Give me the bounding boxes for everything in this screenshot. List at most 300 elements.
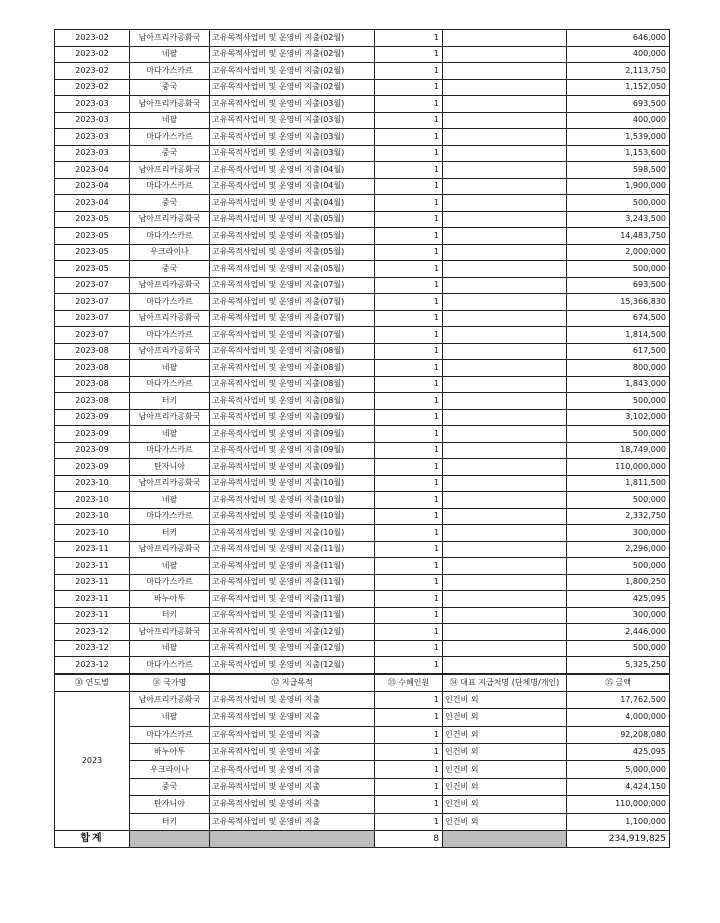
table-row <box>55 360 670 377</box>
table-row <box>55 294 670 311</box>
amount-cell: 400,000 <box>567 112 670 129</box>
amount-cell: 300,000 <box>567 525 670 542</box>
period-cell: 2023-09 <box>55 426 130 443</box>
table-row <box>55 277 670 294</box>
payee-cell <box>443 657 567 674</box>
payee-cell <box>443 360 567 377</box>
period-cell: 2023-07 <box>55 277 130 294</box>
header-country: ㉛ 국가명 <box>130 674 210 691</box>
table-row <box>55 79 670 96</box>
purpose-cell: 고유목적사업비 및 운영비 지출(08월) <box>210 393 375 410</box>
count-cell: 1 <box>375 657 443 674</box>
purpose-cell: 고유목적사업비 및 운영비 지출(08월) <box>210 376 375 393</box>
period-cell: 2023-02 <box>55 30 130 47</box>
count-cell: 1 <box>375 691 443 708</box>
purpose-cell: 고유목적사업비 및 운영비 지출(11월) <box>210 574 375 591</box>
payee-cell: 인건비 외 <box>443 813 567 830</box>
purpose-cell: 고유목적사업비 및 운영비 지출(12월) <box>210 624 375 641</box>
country-cell: 네팔 <box>130 640 210 657</box>
payee-cell <box>443 376 567 393</box>
count-cell: 1 <box>375 393 443 410</box>
table-row <box>55 96 670 113</box>
amount-cell: 400,000 <box>567 46 670 63</box>
payee-cell <box>443 294 567 311</box>
payee-cell <box>443 558 567 575</box>
total-filler <box>130 831 210 848</box>
amount-cell: 17,762,500 <box>567 691 670 708</box>
purpose-cell: 고유목적사업비 및 운영비 지출(07월) <box>210 327 375 344</box>
payee-cell <box>443 178 567 195</box>
payee-cell <box>443 327 567 344</box>
table-row <box>55 63 670 80</box>
country-cell: 마다가스카르 <box>130 442 210 459</box>
country-cell: 남아프리카공화국 <box>130 541 210 558</box>
period-cell: 2023-04 <box>55 195 130 212</box>
purpose-cell: 고유목적사업비 및 운영비 지출 <box>210 709 375 726</box>
period-cell: 2023-05 <box>55 244 130 261</box>
count-cell: 1 <box>375 79 443 96</box>
amount-cell: 425,095 <box>567 744 670 761</box>
period-cell: 2023-03 <box>55 145 130 162</box>
country-cell: 마다가스카르 <box>130 294 210 311</box>
payee-cell <box>443 442 567 459</box>
country-cell: 네팔 <box>130 426 210 443</box>
table-row <box>55 475 670 492</box>
country-cell: 중국 <box>130 195 210 212</box>
count-cell: 1 <box>375 525 443 542</box>
table-row <box>55 657 670 674</box>
country-cell: 남아프리카공화국 <box>130 624 210 641</box>
table-row <box>55 541 670 558</box>
amount-cell: 800,000 <box>567 360 670 377</box>
period-cell: 2023-05 <box>55 228 130 245</box>
purpose-cell: 고유목적사업비 및 운영비 지출(02월) <box>210 46 375 63</box>
table-row <box>55 761 670 778</box>
amount-cell: 1,539,000 <box>567 129 670 146</box>
count-cell: 1 <box>375 813 443 830</box>
count-cell: 1 <box>375 145 443 162</box>
payee-cell: 인건비 외 <box>443 709 567 726</box>
purpose-cell: 고유목적사업비 및 운영비 지출(09월) <box>210 459 375 476</box>
payee-cell <box>443 492 567 509</box>
purpose-cell: 고유목적사업비 및 운영비 지출(11월) <box>210 541 375 558</box>
count-cell: 1 <box>375 46 443 63</box>
period-cell: 2023-04 <box>55 162 130 179</box>
period-cell: 2023-10 <box>55 475 130 492</box>
total-filler <box>210 831 375 848</box>
country-cell: 마다가스카르 <box>130 63 210 80</box>
table-row <box>55 112 670 129</box>
payee-cell <box>443 195 567 212</box>
payee-cell <box>443 129 567 146</box>
payee-cell <box>443 96 567 113</box>
amount-cell: 5,325,250 <box>567 657 670 674</box>
purpose-cell: 고유목적사업비 및 운영비 지출(03월) <box>210 145 375 162</box>
payee-cell <box>443 228 567 245</box>
purpose-cell: 고유목적사업비 및 운영비 지출(04월) <box>210 195 375 212</box>
table-row <box>55 228 670 245</box>
amount-cell: 4,424,150 <box>567 778 670 795</box>
amount-cell: 2,446,000 <box>567 624 670 641</box>
purpose-cell: 고유목적사업비 및 운영비 지출 <box>210 691 375 708</box>
country-cell: 마다가스카르 <box>130 228 210 245</box>
amount-cell: 15,366,830 <box>567 294 670 311</box>
purpose-cell: 고유목적사업비 및 운영비 지출(10월) <box>210 475 375 492</box>
payee-cell <box>443 63 567 80</box>
amount-cell: 646,000 <box>567 30 670 47</box>
purpose-cell: 고유목적사업비 및 운영비 지출(10월) <box>210 508 375 525</box>
payee-cell <box>443 591 567 608</box>
count-cell: 1 <box>375 709 443 726</box>
table-row <box>55 129 670 146</box>
count-cell: 1 <box>375 409 443 426</box>
purpose-cell: 고유목적사업비 및 운영비 지출 <box>210 761 375 778</box>
payee-cell <box>443 261 567 278</box>
country-cell: 남아프리카공화국 <box>130 691 210 708</box>
count-cell: 1 <box>375 541 443 558</box>
amount-cell: 425,095 <box>567 591 670 608</box>
country-cell: 터키 <box>130 525 210 542</box>
payee-cell <box>443 525 567 542</box>
count-cell: 1 <box>375 574 443 591</box>
amount-cell: 14,483,750 <box>567 228 670 245</box>
country-cell: 마다가스카르 <box>130 657 210 674</box>
country-cell: 마다가스카르 <box>130 574 210 591</box>
purpose-cell: 고유목적사업비 및 운영비 지출(09월) <box>210 426 375 443</box>
payee-cell: 인건비 외 <box>443 796 567 813</box>
amount-cell: 4,000,000 <box>567 709 670 726</box>
header-amount: ㉟ 금액 <box>567 674 670 691</box>
year-cell: 2023 <box>55 691 130 830</box>
amount-cell: 500,000 <box>567 558 670 575</box>
period-cell: 2023-07 <box>55 294 130 311</box>
total-row <box>55 831 670 848</box>
amount-cell: 2,332,750 <box>567 508 670 525</box>
table-row <box>55 813 670 830</box>
country-cell: 네팔 <box>130 492 210 509</box>
country-cell: 남아프리카공화국 <box>130 30 210 47</box>
count-cell: 1 <box>375 442 443 459</box>
payee-cell <box>443 145 567 162</box>
country-cell: 마다가스카르 <box>130 178 210 195</box>
amount-cell: 3,102,000 <box>567 409 670 426</box>
amount-cell: 1,800,250 <box>567 574 670 591</box>
amount-cell: 693,500 <box>567 96 670 113</box>
country-cell: 네팔 <box>130 46 210 63</box>
amount-cell: 18,749,000 <box>567 442 670 459</box>
period-cell: 2023-11 <box>55 558 130 575</box>
period-cell: 2023-03 <box>55 112 130 129</box>
count-cell: 1 <box>375 426 443 443</box>
purpose-cell: 고유목적사업비 및 운영비 지출(03월) <box>210 96 375 113</box>
total-count: 8 <box>375 831 443 848</box>
table-row <box>55 624 670 641</box>
payee-cell <box>443 112 567 129</box>
count-cell: 1 <box>375 640 443 657</box>
count-cell: 1 <box>375 761 443 778</box>
count-cell: 1 <box>375 261 443 278</box>
amount-cell: 2,296,000 <box>567 541 670 558</box>
period-cell: 2023-07 <box>55 327 130 344</box>
country-cell: 터키 <box>130 813 210 830</box>
amount-cell: 1,900,000 <box>567 178 670 195</box>
table-row <box>55 327 670 344</box>
payee-cell: 인건비 외 <box>443 691 567 708</box>
country-cell: 마다가스카르 <box>130 129 210 146</box>
table-row <box>55 178 670 195</box>
count-cell: 1 <box>375 96 443 113</box>
table-row <box>55 162 670 179</box>
period-cell: 2023-03 <box>55 129 130 146</box>
annual-table-body <box>55 691 670 830</box>
purpose-cell: 고유목적사업비 및 운영비 지출(11월) <box>210 607 375 624</box>
table-row <box>55 442 670 459</box>
count-cell: 1 <box>375 178 443 195</box>
purpose-cell: 고유목적사업비 및 운영비 지출(07월) <box>210 294 375 311</box>
table-row <box>55 796 670 813</box>
payee-cell <box>443 393 567 410</box>
period-cell: 2023-08 <box>55 343 130 360</box>
amount-cell: 92,208,080 <box>567 726 670 743</box>
header-year: ㉚ 연도별 <box>55 674 130 691</box>
amount-cell: 1,814,500 <box>567 327 670 344</box>
table-row <box>55 211 670 228</box>
country-cell: 바누아투 <box>130 744 210 761</box>
period-cell: 2023-08 <box>55 376 130 393</box>
period-cell: 2023-09 <box>55 409 130 426</box>
period-cell: 2023-02 <box>55 79 130 96</box>
total-filler <box>443 831 567 848</box>
table-row <box>55 376 670 393</box>
country-cell: 중국 <box>130 145 210 162</box>
country-cell: 중국 <box>130 778 210 795</box>
payee-cell <box>443 277 567 294</box>
amount-cell: 674,500 <box>567 310 670 327</box>
count-cell: 1 <box>375 475 443 492</box>
period-cell: 2023-11 <box>55 591 130 608</box>
table-row <box>55 640 670 657</box>
count-cell: 1 <box>375 796 443 813</box>
count-cell: 1 <box>375 244 443 261</box>
count-cell: 1 <box>375 607 443 624</box>
total-label: 합계 <box>55 831 130 848</box>
country-cell: 마다가스카르 <box>130 327 210 344</box>
purpose-cell: 고유목적사업비 및 운영비 지출 <box>210 778 375 795</box>
table-row <box>55 145 670 162</box>
period-cell: 2023-09 <box>55 459 130 476</box>
amount-cell: 500,000 <box>567 393 670 410</box>
count-cell: 1 <box>375 591 443 608</box>
purpose-cell: 고유목적사업비 및 운영비 지출(08월) <box>210 343 375 360</box>
purpose-cell: 고유목적사업비 및 운영비 지출(11월) <box>210 591 375 608</box>
payee-cell <box>443 244 567 261</box>
count-cell: 1 <box>375 327 443 344</box>
table-row <box>55 195 670 212</box>
period-cell: 2023-08 <box>55 393 130 410</box>
monthly-expenditure-table <box>54 29 670 674</box>
purpose-cell: 고유목적사업비 및 운영비 지출(07월) <box>210 310 375 327</box>
amount-cell: 1,153,600 <box>567 145 670 162</box>
country-cell: 마다가스카르 <box>130 376 210 393</box>
table-row <box>55 508 670 525</box>
payee-cell <box>443 475 567 492</box>
annual-summary-table <box>54 674 670 849</box>
payee-cell: 인건비 외 <box>443 778 567 795</box>
table-row <box>55 607 670 624</box>
count-cell: 1 <box>375 294 443 311</box>
table-row <box>55 409 670 426</box>
country-cell: 터키 <box>130 607 210 624</box>
amount-cell: 500,000 <box>567 426 670 443</box>
count-cell: 1 <box>375 726 443 743</box>
count-cell: 1 <box>375 162 443 179</box>
country-cell: 네팔 <box>130 360 210 377</box>
table-row <box>55 574 670 591</box>
amount-cell: 2,113,750 <box>567 63 670 80</box>
purpose-cell: 고유목적사업비 및 운영비 지출(10월) <box>210 492 375 509</box>
payee-cell: 인건비 외 <box>443 744 567 761</box>
count-cell: 1 <box>375 492 443 509</box>
payee-cell <box>443 640 567 657</box>
purpose-cell: 고유목적사업비 및 운영비 지출(11월) <box>210 558 375 575</box>
period-cell: 2023-11 <box>55 607 130 624</box>
payee-cell <box>443 541 567 558</box>
count-cell: 1 <box>375 211 443 228</box>
country-cell: 중국 <box>130 261 210 278</box>
header-count: ㉝ 수혜인원 <box>375 674 443 691</box>
table-row <box>55 591 670 608</box>
table-row <box>55 778 670 795</box>
amount-cell: 5,000,000 <box>567 761 670 778</box>
period-cell: 2023-10 <box>55 508 130 525</box>
amount-cell: 617,500 <box>567 343 670 360</box>
table-row <box>55 244 670 261</box>
period-cell: 2023-08 <box>55 360 130 377</box>
country-cell: 네팔 <box>130 709 210 726</box>
table-row <box>55 261 670 278</box>
purpose-cell: 고유목적사업비 및 운영비 지출(03월) <box>210 112 375 129</box>
payee-cell <box>443 508 567 525</box>
count-cell: 1 <box>375 508 443 525</box>
count-cell: 1 <box>375 343 443 360</box>
table-row <box>55 691 670 708</box>
period-cell: 2023-11 <box>55 574 130 591</box>
purpose-cell: 고유목적사업비 및 운영비 지출(05월) <box>210 211 375 228</box>
table-row <box>55 709 670 726</box>
table-row <box>55 426 670 443</box>
country-cell: 네팔 <box>130 112 210 129</box>
period-cell: 2023-04 <box>55 178 130 195</box>
amount-cell: 110,000,000 <box>567 796 670 813</box>
payee-cell <box>443 409 567 426</box>
period-cell: 2023-12 <box>55 640 130 657</box>
header-row <box>55 674 670 691</box>
payee-cell <box>443 162 567 179</box>
payee-cell <box>443 79 567 96</box>
country-cell: 남아프리카공화국 <box>130 211 210 228</box>
amount-cell: 2,000,000 <box>567 244 670 261</box>
period-cell: 2023-05 <box>55 211 130 228</box>
payee-cell: 인건비 외 <box>443 761 567 778</box>
purpose-cell: 고유목적사업비 및 운영비 지출 <box>210 796 375 813</box>
table-row <box>55 525 670 542</box>
count-cell: 1 <box>375 310 443 327</box>
country-cell: 남아프리카공화국 <box>130 343 210 360</box>
period-cell: 2023-05 <box>55 261 130 278</box>
purpose-cell: 고유목적사업비 및 운영비 지출(05월) <box>210 261 375 278</box>
period-cell: 2023-03 <box>55 96 130 113</box>
period-cell: 2023-09 <box>55 442 130 459</box>
purpose-cell: 고유목적사업비 및 운영비 지출(04월) <box>210 162 375 179</box>
amount-cell: 598,500 <box>567 162 670 179</box>
payee-cell <box>443 426 567 443</box>
period-cell: 2023-10 <box>55 525 130 542</box>
amount-cell: 300,000 <box>567 607 670 624</box>
period-cell: 2023-02 <box>55 63 130 80</box>
table-row <box>55 726 670 743</box>
table-row <box>55 459 670 476</box>
country-cell: 남아프리카공화국 <box>130 475 210 492</box>
total-amount: 234,919,825 <box>567 831 670 848</box>
country-cell: 남아프리카공화국 <box>130 277 210 294</box>
country-cell: 남아프리카공화국 <box>130 96 210 113</box>
purpose-cell: 고유목적사업비 및 운영비 지출(12월) <box>210 657 375 674</box>
purpose-cell: 고유목적사업비 및 운영비 지출(02월) <box>210 63 375 80</box>
purpose-cell: 고유목적사업비 및 운영비 지출 <box>210 744 375 761</box>
purpose-cell: 고유목적사업비 및 운영비 지출(08월) <box>210 360 375 377</box>
purpose-cell: 고유목적사업비 및 운영비 지출(10월) <box>210 525 375 542</box>
period-cell: 2023-12 <box>55 624 130 641</box>
purpose-cell: 고유목적사업비 및 운영비 지출(02월) <box>210 30 375 47</box>
payee-cell <box>443 46 567 63</box>
amount-cell: 110,000,000 <box>567 459 670 476</box>
amount-cell: 500,000 <box>567 261 670 278</box>
count-cell: 1 <box>375 558 443 575</box>
country-cell: 중국 <box>130 79 210 96</box>
count-cell: 1 <box>375 778 443 795</box>
amount-cell: 1,811,500 <box>567 475 670 492</box>
count-cell: 1 <box>375 624 443 641</box>
count-cell: 1 <box>375 129 443 146</box>
table-row <box>55 343 670 360</box>
header-payee: ㉞ 대표 지급처명 (단체명/개인) <box>443 674 567 691</box>
country-cell: 마다가스카르 <box>130 726 210 743</box>
payee-cell <box>443 310 567 327</box>
payee-cell <box>443 607 567 624</box>
amount-cell: 500,000 <box>567 195 670 212</box>
count-cell: 1 <box>375 228 443 245</box>
table-row <box>55 310 670 327</box>
country-cell: 남아프리카공화국 <box>130 162 210 179</box>
table-row <box>55 492 670 509</box>
count-cell: 1 <box>375 744 443 761</box>
report-tables <box>54 29 669 848</box>
amount-cell: 1,100,000 <box>567 813 670 830</box>
payee-cell <box>443 574 567 591</box>
count-cell: 1 <box>375 277 443 294</box>
country-cell: 우크라이나 <box>130 761 210 778</box>
payee-cell <box>443 343 567 360</box>
country-cell: 네팔 <box>130 558 210 575</box>
amount-cell: 500,000 <box>567 640 670 657</box>
purpose-cell: 고유목적사업비 및 운영비 지출(02월) <box>210 79 375 96</box>
purpose-cell: 고유목적사업비 및 운영비 지출 <box>210 813 375 830</box>
period-cell: 2023-12 <box>55 657 130 674</box>
country-cell: 탄자니아 <box>130 459 210 476</box>
count-cell: 1 <box>375 30 443 47</box>
amount-cell: 1,152,050 <box>567 79 670 96</box>
payee-cell <box>443 211 567 228</box>
